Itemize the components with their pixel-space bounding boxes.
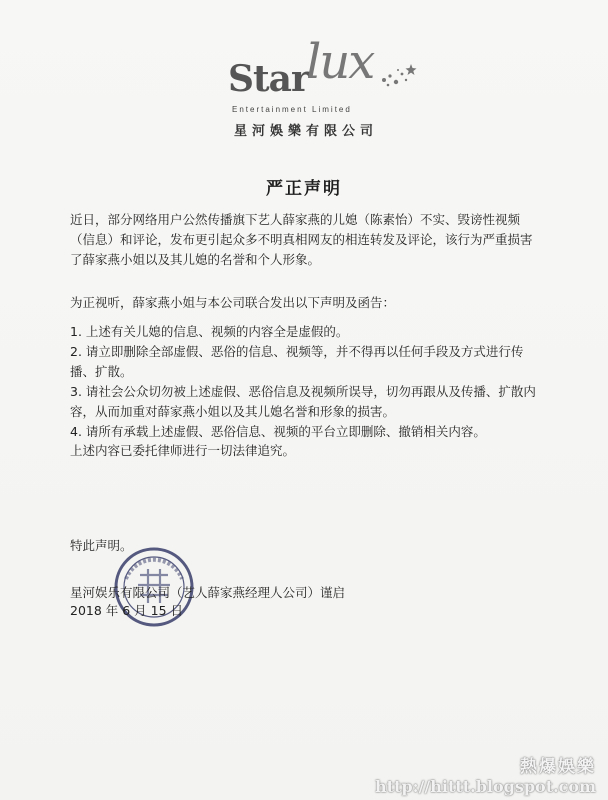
paragraph-legal: 上述内容已委托律师进行一切法律追究。	[70, 443, 296, 458]
paragraph-declaration: 为正视听，薛家燕小姐与本公司联合发出以下声明及函告：	[70, 295, 396, 310]
signature-line: 星河娱乐有限公司（艺人薛家燕经理人公司）谨启	[70, 585, 346, 600]
list-item: 1. 上述有关儿媳的信息、视频的内容全是虚假的。	[70, 324, 349, 339]
document-title: 严正声明	[266, 179, 342, 199]
list-item: 3. 请社会公众切勿被上述虚假、恶俗信息及视频所误导，切勿再跟从及传播、扩散内容，从而加重对薛家燕小姐以及其儿媳名誉和形象的损害。	[70, 384, 536, 419]
logo-chinese-name: 星河娛樂有限公司	[234, 124, 379, 139]
list-item: 2. 请立即删除全部虚假、恶俗的信息、视频等，并不得再以任何手段及方式进行传播、扩散。	[70, 344, 524, 379]
stars-icon	[378, 60, 418, 90]
paragraph-intro: 近日，部分网络用户公然传播旗下艺人薛家燕的儿媳（陈素怡）不实、毁谤性视频（信息）和评论，发布更引起众多不明真相网友的相连转发及评论，该行为严重损害了薛家燕小姐以及其儿媳的名誉和个人形象。	[70, 212, 533, 267]
watermark-chinese: 熱爆娛樂	[520, 757, 596, 777]
logo-subtitle: Entertainment Limited	[232, 105, 352, 114]
date-line: 2018 年 6 月 15 日	[70, 603, 184, 618]
closing-text: 特此声明。	[70, 538, 133, 553]
watermark	[375, 752, 596, 796]
declaration-list	[70, 322, 540, 442]
logo-brand-star: Star	[228, 58, 309, 100]
starlux-logo	[228, 30, 418, 140]
logo-brand-lux: lux	[306, 34, 374, 90]
list-item: 4. 请所有承载上述虚假、恶俗信息、视频的平台立即删除、撤销相关内容。	[70, 424, 486, 439]
watermark-url: http://hittt.blogspot.com	[375, 777, 596, 796]
